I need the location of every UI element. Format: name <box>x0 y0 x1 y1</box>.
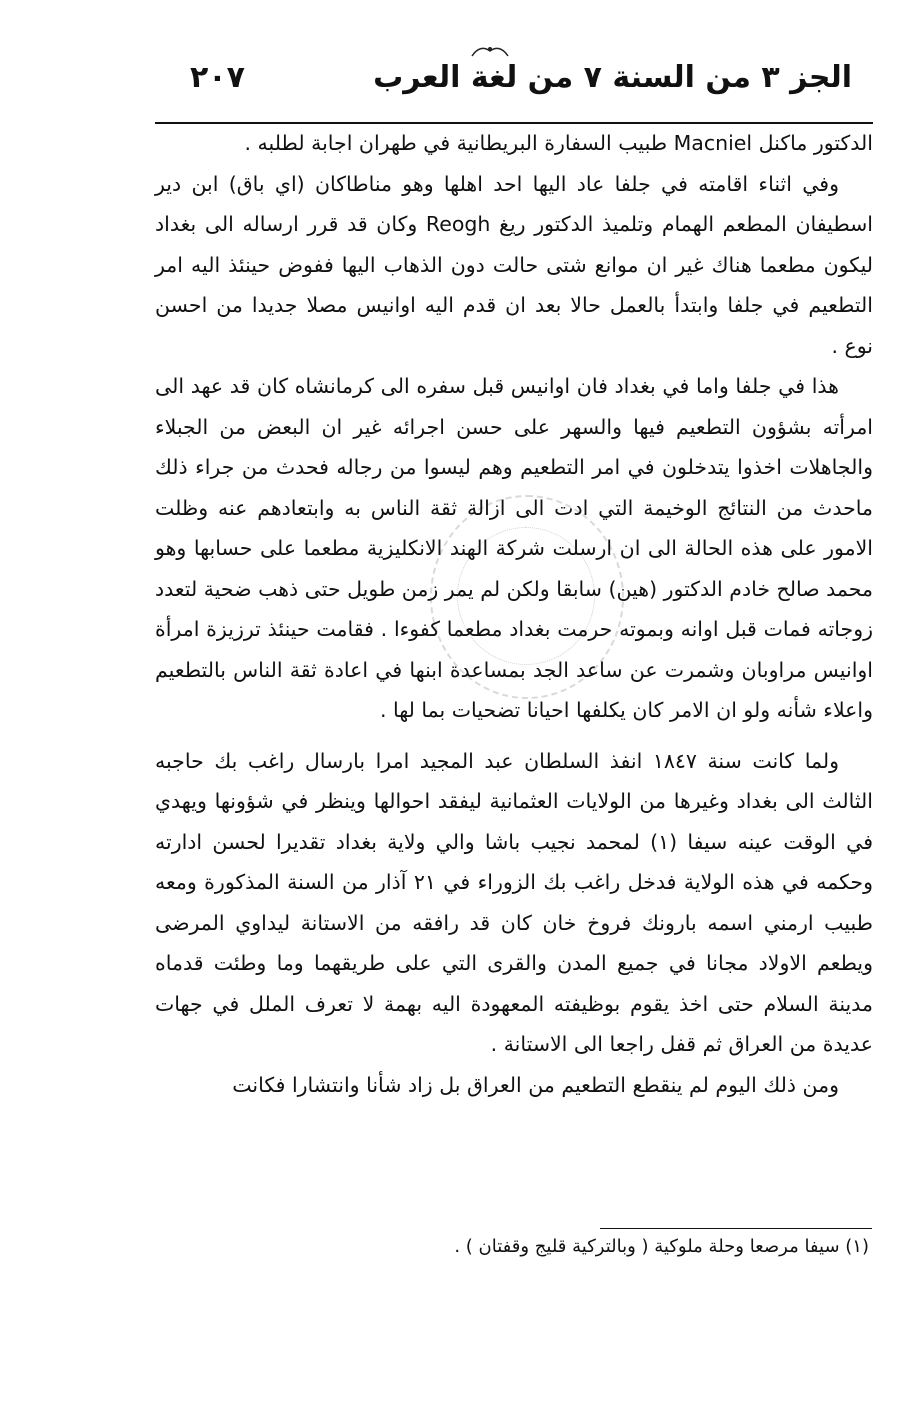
page-number: ٢٠٧ <box>190 60 245 95</box>
footnote: (١) سيفا مرصعا وحلة ملوكية ( وبالتركية قليج وقفتان ) . <box>454 1236 869 1257</box>
paragraph-1: الدكتور ماكنل Macniel طبيب السفارة البريطانية في طهران اجابة لطلبه . <box>244 131 873 155</box>
paragraph-3: هذا في جلفا واما في بغداد فان اوانيس قبل سفره الى كرمانشاه كان قد عهد الى امرأته بشؤون التطعيم فيها والسهر على حسن اجرائه غير ان البعض من الجبلاء والجاهلات اخذوا يتدخلون في امر التطعيم وهم ليسوا من رجاله فحدث من جراء ذلك ماحدث من النتائج الوخيمة التي ادت الى ازالة ثقة الناس به وابتعادهم عنه وظلت الامور على هذه الحالة الى ان ارسلت شركة الهند الانكليزية مطعما على حسابها وهو محمد صالح خادم الدكتور (هين) سابقا ولكن لم يمر زمن طويل حتى ذهب ضحية لتعدد زوجاته فمات قبل اوانه وبموته حرمت بغداد مطعما كفوءا . فقامت حينئذ ترزيزة امرأة اوانيس مراوبان وشمرت عن ساعد الجد بمساعدة ابنها في اعادة ثقة الناس بالتطعيم واعلاء شأنه ولو ان الامر كان يكلفها احيانا تضحيات بما لها . <box>155 374 873 722</box>
paragraph-5: ومن ذلك اليوم لم ينقطع التطعيم من العراق بل زاد شأنا وانتشارا فكانت <box>232 1072 839 1097</box>
main-text <box>155 123 873 1105</box>
paragraph-2: وفي اثناء اقامته في جلفا عاد اليها احد اهلها وهو مناطاكان (اي باق) ابن دير اسطيفان المطعم الهمام وتلميذ الدكتور ريغ Reogh وكان قد قرر ارساله الى بغداد ليكون مطعما هناك غير ان موانع شتى حالت دون الذهاب اليها ففوض حينئذ اليه امر التطعيم في جلفا وابتدأ بالعمل حالا بعد ان قدم اليه اوانيس مصلا جديدا من احسن نوع . <box>155 171 874 358</box>
footnote-divider <box>600 1228 872 1229</box>
page-header <box>150 50 872 110</box>
ornament-icon <box>470 44 510 58</box>
running-title: الجز ٣ من السنة ٧ من لغة العرب <box>373 60 852 95</box>
paragraph-4: ولما كانت سنة ١٨٤٧ انفذ السلطان عبد المجيد امرا بارسال راغب بك حاجبه الثالث الى بغداد وغيرها من الولايات العثمانية ليفقد احوالها وينظر في شؤونها ويهدي في الوقت عينه سيفا (١) لمحمد نجيب باشا والي ولاية بغداد تقديرا لحسن ادارته وحكمه في هذه الولاية فدخل راغب بك الزوراء في ٢١ آذار من السنة المذكورة ومعه طبيب ارمني اسمه بارونك فروخ خان كان قد رافقه من الاستانة ليداوي المرضى ويطعم الاولاد مجانا في جميع المدن والقرى التي على طريقهما وما وطئت قدماه مدينة السلام حتى اخذ يقوم بوظيفته المعهودة اليه بهمة لا تعرف الملل في جهات عديدة من العراق ثم قفل راجعا الى الاستانة . <box>155 748 873 1056</box>
